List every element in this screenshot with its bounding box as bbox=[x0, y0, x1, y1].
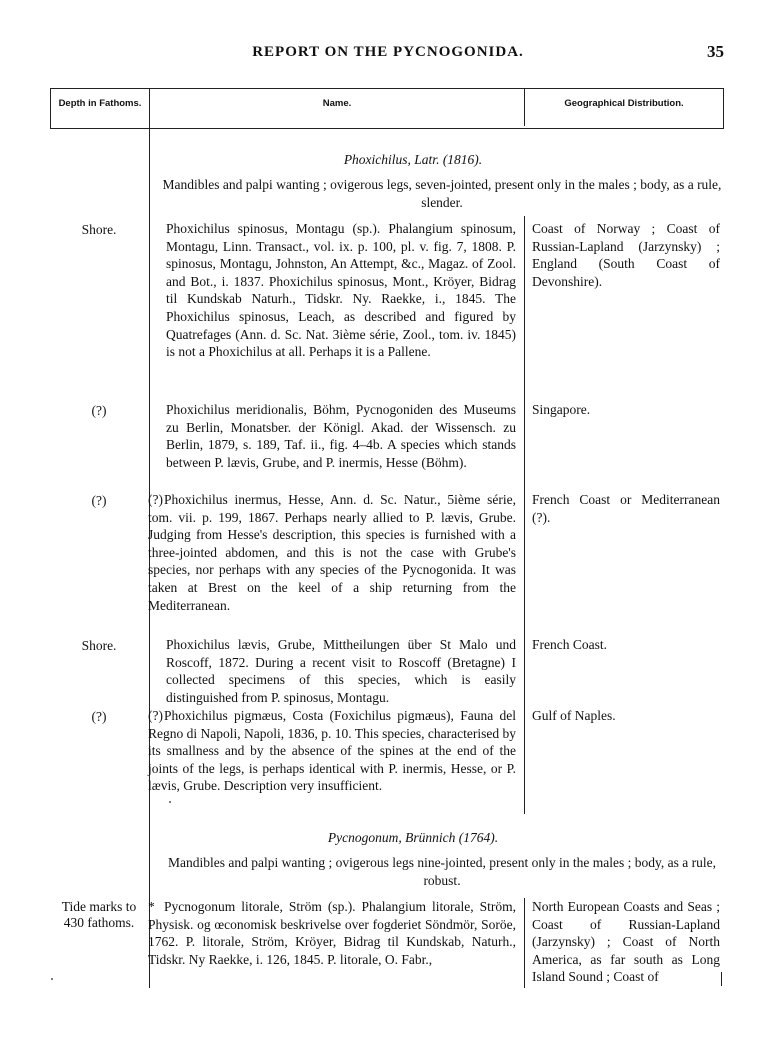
distribution-text: French Coast or Mediterranean (?). bbox=[532, 492, 720, 525]
entry-text: Phoxichilus meridionalis, Böhm, Pycnogoniden des Museums zu Berlin, Monatsber. der Königl. Akad. der Wissensch. zu Berlin, 1879, s. 189, Taf. ii., fig. 4–4b. A species which stands between P. lævis, Grube, and P. inermis, Hesse (Böhm). bbox=[166, 402, 516, 470]
species-entry bbox=[148, 707, 516, 795]
species-entry bbox=[148, 898, 516, 968]
uncertainty-marker: (?) bbox=[148, 492, 163, 507]
table-top-rule bbox=[50, 88, 724, 89]
table-right-rule bbox=[723, 88, 724, 129]
entry-text: Phoxichilus lævis, Grube, Mittheilungen über St Malo und Roscoff, 1872. During a recent visit to Roscoff (Bretagne) I collected specimens of this species, which is easily distinguished from P. spinosus, Montagu. bbox=[166, 637, 516, 705]
species-entry bbox=[148, 491, 516, 614]
distribution-text: Singapore. bbox=[532, 402, 591, 417]
distribution-text: Coast of Norway ; Coast of Russian-Lapland (Jarzynsky) ; England (South Coast of Devonshire). bbox=[532, 221, 720, 289]
page-number: 35 bbox=[707, 42, 724, 61]
depth-value: Tide marks to 430 fathoms. bbox=[61, 899, 137, 930]
column-header-depth: Depth in Fathoms. bbox=[58, 98, 142, 109]
entry-text: Phoxichilus spinosus, Montagu (sp.). Phalangium spinosum, Montagu, Linn. Transact., vol. ix. p. 100, pl. v. fig. 7, 1808. P. spinosus, Montagu, Johnston, An Attempt, &c., Magaz. of Zool. and Bot., i. 1837. Phoxichilus spinosus, Mont., Kröyer, Bidrag til Kundskab Naturh., Tidskr. Ny. Raekke, i., 1845. The Phoxichilus spinosus, Leach, as described and figured by Quatrefages (Ann. d. Sc. Nat. 3ième série, Zool., tom. iv. 1845) is not a Phoxichilus at all. Perhaps it is a Pallene. bbox=[166, 221, 516, 360]
depth-value: (?) bbox=[91, 709, 107, 724]
genus-name: Phoxichilus, Latr. (1816). bbox=[343, 152, 483, 167]
genus-heading bbox=[150, 152, 676, 168]
genus-description: Mandibles and palpi wanting ; ovigerous legs nine-jointed, present only in the males ; body, as a rule, robust. bbox=[167, 855, 716, 888]
depth-value: (?) bbox=[91, 493, 107, 508]
entry-text: Phoxichilus inermus, Hesse, Ann. d. Sc. Natur., 5ième série, tom. vii. p. 199, 1867. Perhaps nearly allied to P. lævis, Grube. Judging from Hesse's description, this species is furnished with a three-jointed abdomen, and this is not the case with Grube's species, nor perhaps with any species of the Pycnogonida. It was taken at Brest on the keel of a ship returning from the Mediterranean. bbox=[148, 492, 516, 613]
table-header-rule bbox=[50, 128, 724, 129]
genus-name: Pycnogonum, Brünnich (1764). bbox=[327, 830, 499, 845]
depth-value: (?) bbox=[91, 403, 107, 418]
column-header-name: Name. bbox=[322, 98, 352, 109]
distribution-text: North European Coasts and Seas ; Coast of Russian-Lapland (Jarzynsky) ; Coast of North America, as far south as Long Island Sound ; Coast of bbox=[532, 899, 720, 985]
scan-speck bbox=[51, 978, 53, 980]
species-entry bbox=[148, 220, 516, 361]
column-divider-name-1 bbox=[524, 216, 525, 814]
distribution-text: French Coast. bbox=[532, 637, 607, 652]
column-header-distribution: Geographical Distribution. bbox=[564, 98, 684, 109]
column-divider-name-2 bbox=[524, 898, 525, 988]
scan-speck bbox=[169, 801, 171, 803]
page-header bbox=[0, 44, 776, 68]
genus-heading bbox=[150, 830, 676, 846]
distribution-text: Gulf of Naples. bbox=[532, 708, 616, 723]
species-entry bbox=[148, 636, 516, 706]
entry-text: Phoxichilus pigmæus, Costa (Foxichilus pigmæus), Fauna del Regno di Napoli, Napoli, 1836, p. 10. This species, characterised by its smallness and by the absence of the spines at the end of the joints of the legs, is perhaps identical with P. inermis, Hesse, or P. lævis, Grube. Description very insufficient. bbox=[148, 708, 516, 794]
uncertainty-marker: (?) bbox=[148, 708, 163, 723]
depth-value: Shore. bbox=[81, 638, 117, 653]
genus-description: Mandibles and palpi wanting ; ovigerous legs, seven-jointed, present only in the males ; body, as a rule, slender. bbox=[162, 177, 722, 210]
column-divider-right-end bbox=[721, 972, 722, 986]
running-title: REPORT ON THE PYCNOGONIDA. bbox=[252, 44, 524, 60]
depth-value: Shore. bbox=[81, 222, 117, 237]
type-specimen-marker: * bbox=[148, 899, 155, 914]
entry-text: Pycnogonum litorale, Ström (sp.). Phalangium litorale, Ström, Physisk. og œconomisk beskrivelse over fogderiet Söndmör, Soröe, 1762. P. litorale, Ström, Kröyer, Bidrag til Kundskab, Naturh., Tidskr. Ny Raekke, i. 126, 1845. P. litorale, O. Fabr., bbox=[148, 899, 516, 967]
species-entry bbox=[148, 401, 516, 471]
